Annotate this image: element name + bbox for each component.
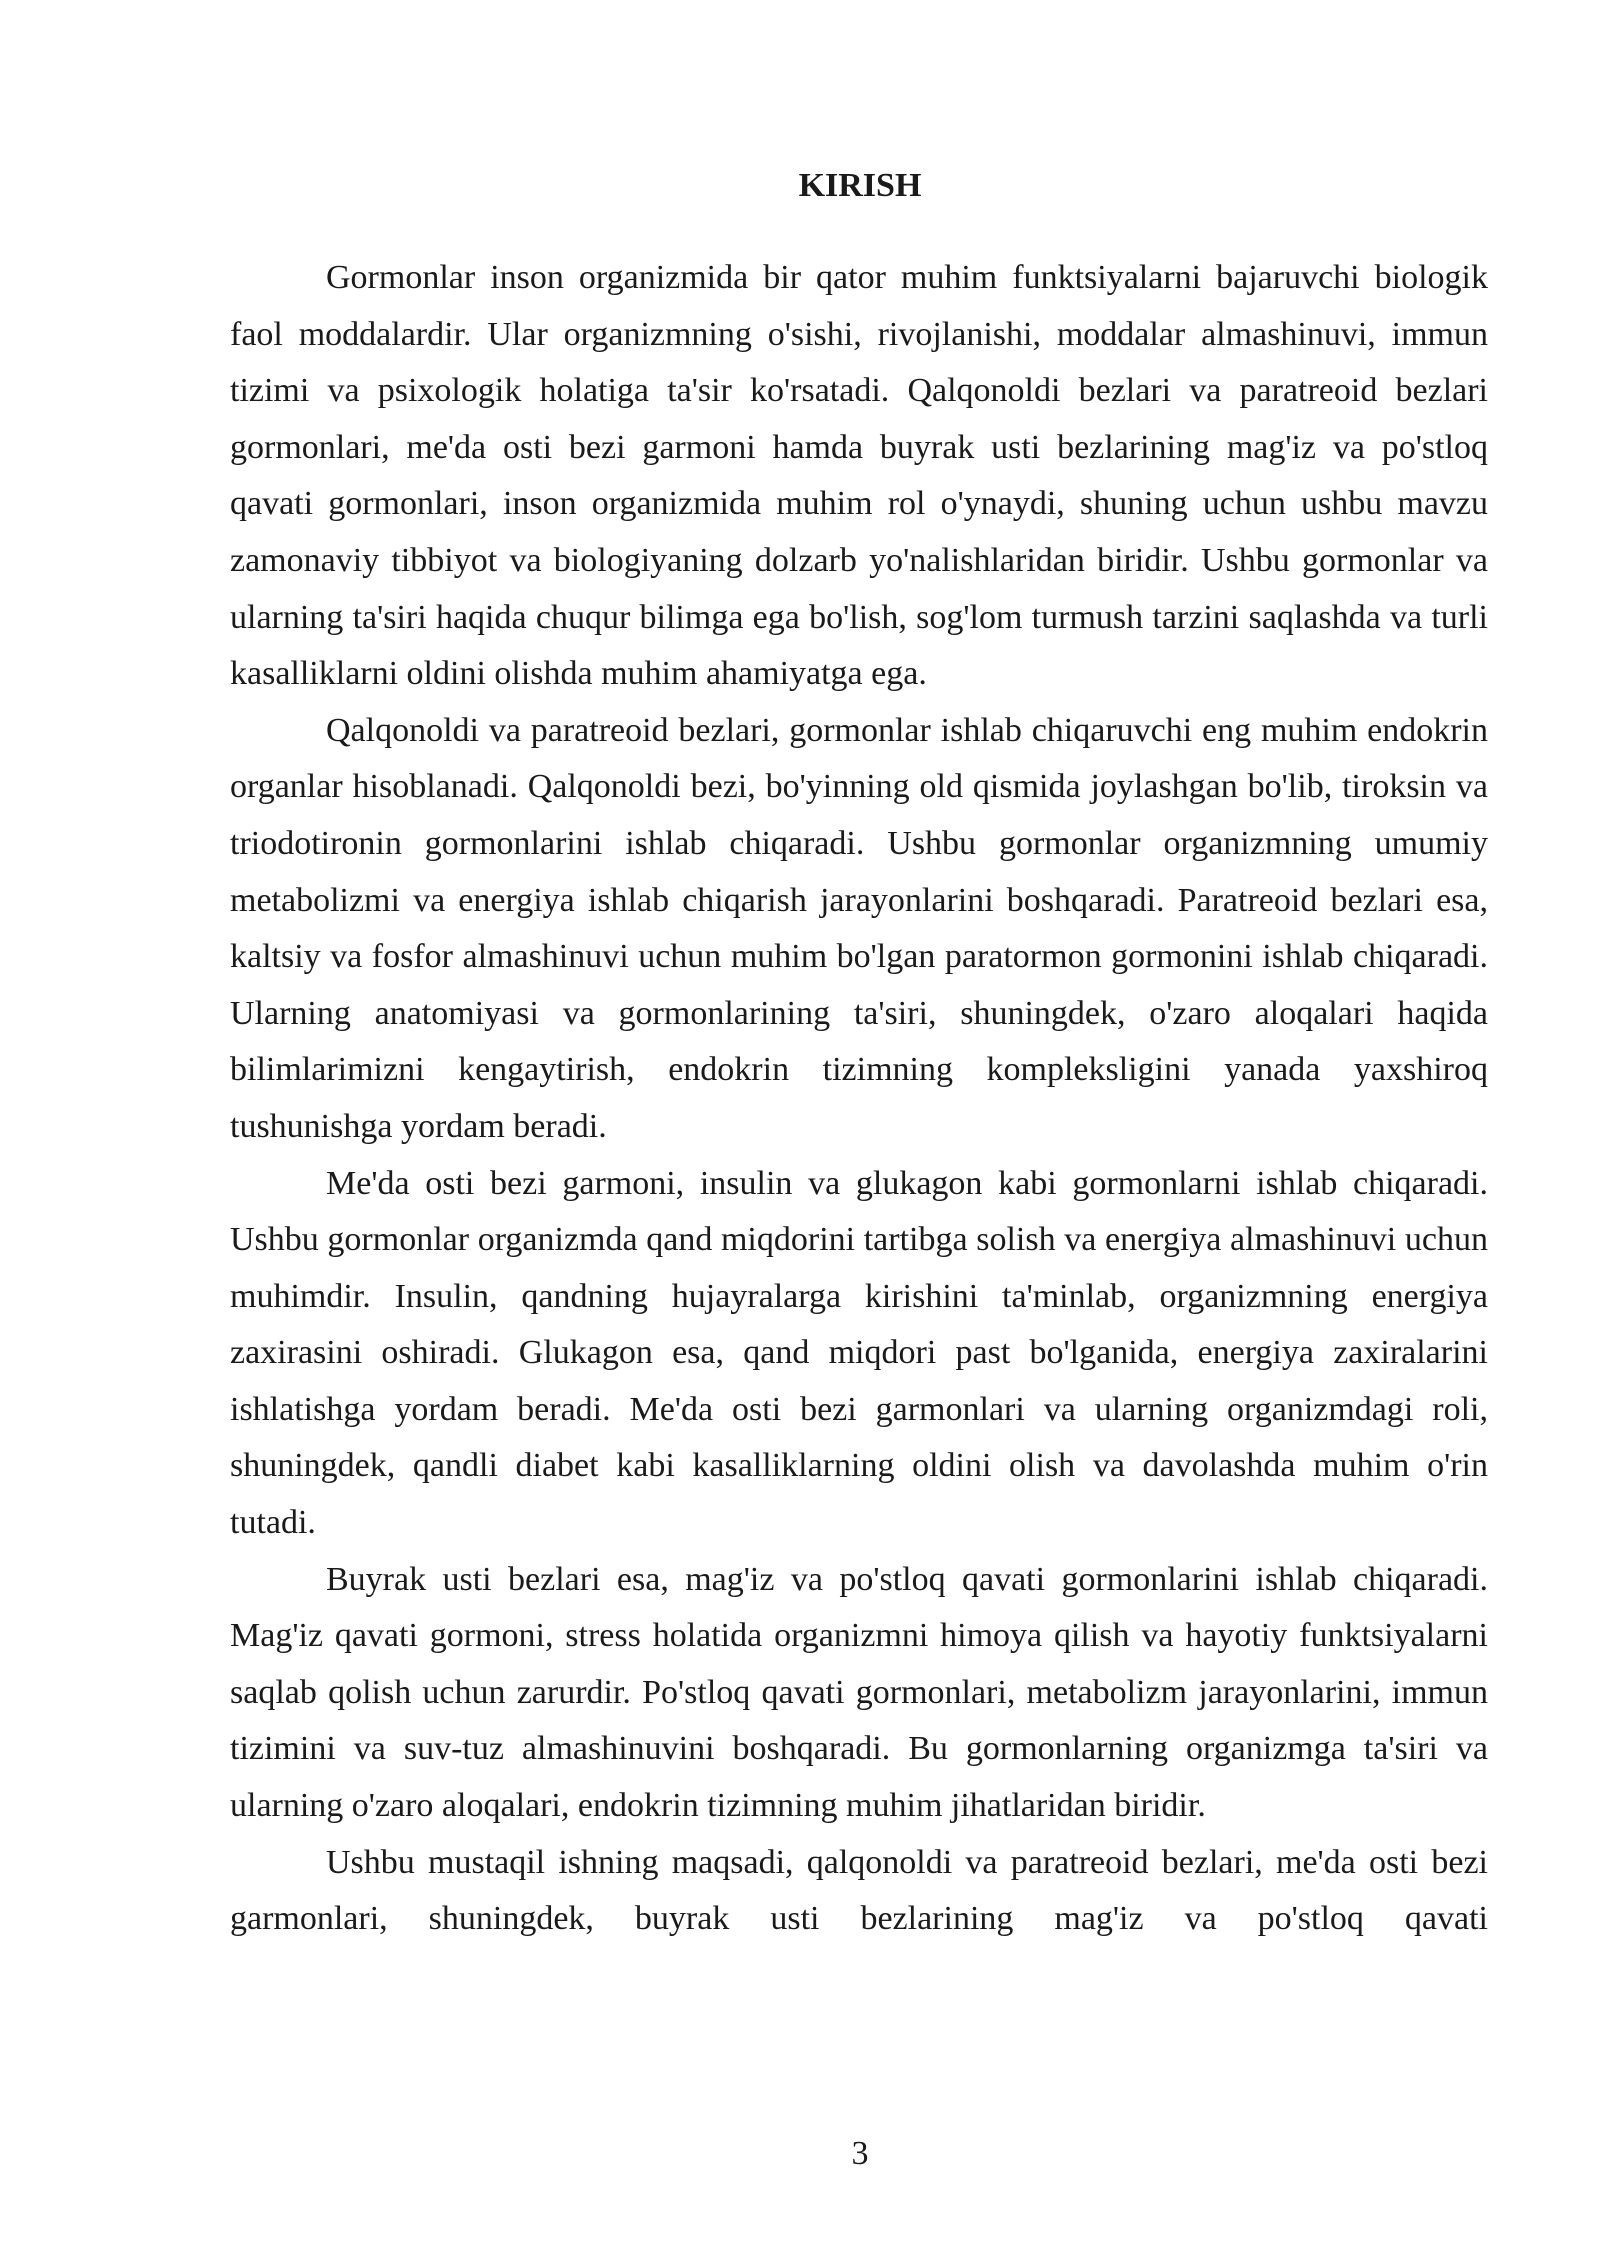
paragraph-5: Ushbu mustaqil ishning maqsadi, qalqonoldi va paratreoid bezlari, me'da osti bezi garmonlari, shuningdek, buyrak usti bezlarining mag'iz va po'stloq qavati: [230, 1843, 1488, 1938]
paragraph-4: Buyrak usti bezlari esa, mag'iz va po'stloq qavati gormonlarini ishlab chiqaradi. Mag'iz qavati gormoni, stress holatida organizmni himoya qilish va hayotiy funktsiyalarni saqlab qolish uchun zarurdir. Po'stloq qavati gormonlari, metabolizm jarayonlarini, immun tizimini va suv-tuz almashinuvini boshqaradi. Bu gormonlarning organizmga ta'siri va ularning o'zaro aloqalari, endokrin tizimning muhim jihatlaridan biridir.: [230, 1560, 1488, 1825]
paragraph-2: Qalqonoldi va paratreoid bezlari, gormonlar ishlab chiqaruvchi eng muhim endokrin organlar hisoblanadi. Qalqonoldi bezi, bo'yinning old qismida joylashgan bo'lib, tiroksin va triodotironin gormonlarini ishlab chiqaradi. Ushbu gormonlar organizmning umumiy metabolizmi va energiya ishlab chiqarish jarayonlarini boshqaradi. Paratreoid bezlari esa, kaltsiy va fosfor almashinuvi uchun muhim bo'lgan paratormon gormonini ishlab chiqaradi. Ularning anatomiyasi va gormonlarining ta'siri, shuningdek, o'zaro aloqalari haqida bilimlarimizni kengaytirish, endokrin tizimning kompleksligini yanada yaxshiroq tushunishga yordam beradi.: [230, 711, 1488, 1145]
body-text: [230, 250, 1488, 1948]
paragraph-3: Me'da osti bezi garmoni, insulin va glukagon kabi gormonlarni ishlab chiqaradi. Ushbu gormonlar organizmda qand miqdorini tartibga solish va energiya almashinuvi uchun muhimdir. Insulin, qandning hujayralarga kirishini ta'minlab, organizmning energiya zaxirasini oshiradi. Glukagon esa, qand miqdori past bo'lganida, energiya zaxiralarini ishlatishga yordam beradi. Me'da osti bezi garmonlari va ularning organizmdagi roli, shuningdek, qandli diabet kabi kasalliklarning oldini olish va davolashda muhim o'rin tutadi.: [230, 1164, 1488, 1542]
paragraph-1: Gormonlar inson organizmida bir qator muhim funktsiyalarni bajaruvchi biologik faol moddalardir. Ular organizmning o'sishi, rivojlanishi, moddalar almashinuvi, immun tizimi va psixologik holatiga ta'sir ko'rsatadi. Qalqonoldi bezlari va paratreoid bezlari gormonlari, me'da osti bezi garmoni hamda buyrak usti bezlarining mag'iz va po'stloq qavati gormonlari, inson organizmida muhim rol o'ynaydi, shuning uchun ushbu mavzu zamonaviy tibbiyot va biologiyaning dolzarb yo'nalishlaridan biridir. Ushbu gormonlar va ularning ta'siri haqida chuqur bilimga ega bo'lish, sog'lom turmush tarzini saqlashda va turli kasalliklarni oldini olishda muhim ahamiyatga ega.: [230, 259, 1488, 693]
title-wrap: [0, 164, 1600, 208]
page-title: KIRISH: [798, 167, 922, 204]
page-number: 3: [851, 2135, 869, 2172]
